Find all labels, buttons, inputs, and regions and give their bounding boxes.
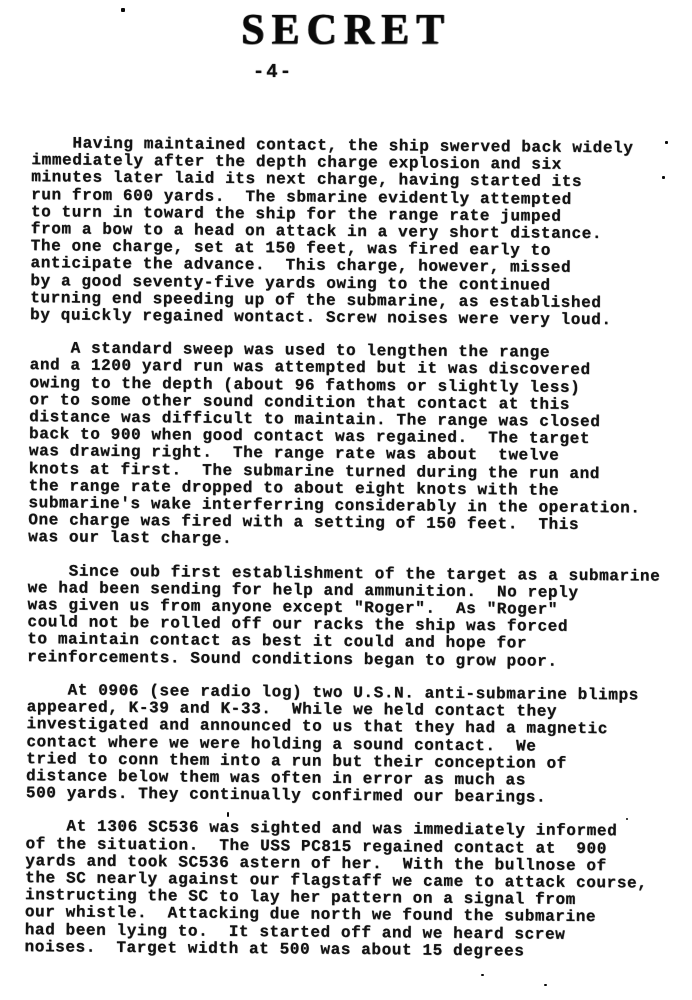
scan-speck — [665, 141, 668, 144]
scan-speck — [662, 176, 665, 179]
page-number: -4- — [252, 61, 294, 83]
scan-speck — [544, 984, 547, 986]
scan-speck — [227, 812, 229, 817]
paragraph: A standard sweep was used to lengthen the range and a 1200 yard run was attempted but it was discovered owing to the depth (about 96 fathoms or slightly less) or to some other sound condition that contact at this distance was difficult to maintain. The range was closed back to 900 when good contact was regained. The target was drawing right. The range rate was about twelve knots at first. The submarine turned during the run and the range rate dropped to about eight knots with the submarine's wake interferring considerably in the operation. One charge was fired with a setting of 150 feet. This was our last charge. — [28, 339, 641, 549]
document-body — [24, 135, 691, 978]
paragraph: At 0906 (see radio log) two U.S.N. anti-submarine blimps appeared, K-39 and K-33. While we held contact they investigated and announced to us that they had a magnetic contact where we were holding a sound contact. We tried to conn them into a run but their conception of distance below them was often in error as much as 500 yards. They continually confirmed our bearings. — [25, 681, 639, 807]
scan-speck — [481, 974, 484, 976]
scan-speck — [121, 8, 125, 12]
paragraph: Since oub first establishment of the target as a submarine we had been sending for help and ammunition. No reply was given us from anyone except "Roger". As "Roger" could not be rolled off our racks the ship was forced to maintain contact as best it could and hope for reinforcements. Sound conditions began to grow poor. — [27, 561, 661, 671]
paragraph: Having maintained contact, the ship swerved back widely immediately after the depth charge explosion and six minutes later laid its next charge, having started its run from 600 yards. The sbmarine evidently attempted to turn in toward the ship for the range rate jumped from a bow to a head on attack in a very short distance. The one charge, set at 150 feet, was fired early to anticipate the advance. This charge, however, missed by a good seventy-five yards owing to the continued turning end speeding up of the submarine, as established by quickly regained wontact. Screw noises were very loud. — [30, 134, 634, 330]
classification-stamp: SECRET — [240, 6, 452, 54]
paragraph: At 1306 SC536 was sighted and was immediately informed of the situation. The USS PC815 regained contact at 900 yards and took SC536 astern of her. With the bullnose of the SC nearly against our flagstaff we came to attack course, instructing the SC to lay her pattern on a signal from our whistle. Attacking due north we found the submarine had been lying to. It started off and we heard screw noises. Target width at 500 was about 15 degrees — [24, 817, 648, 961]
scan-speck — [626, 818, 628, 820]
